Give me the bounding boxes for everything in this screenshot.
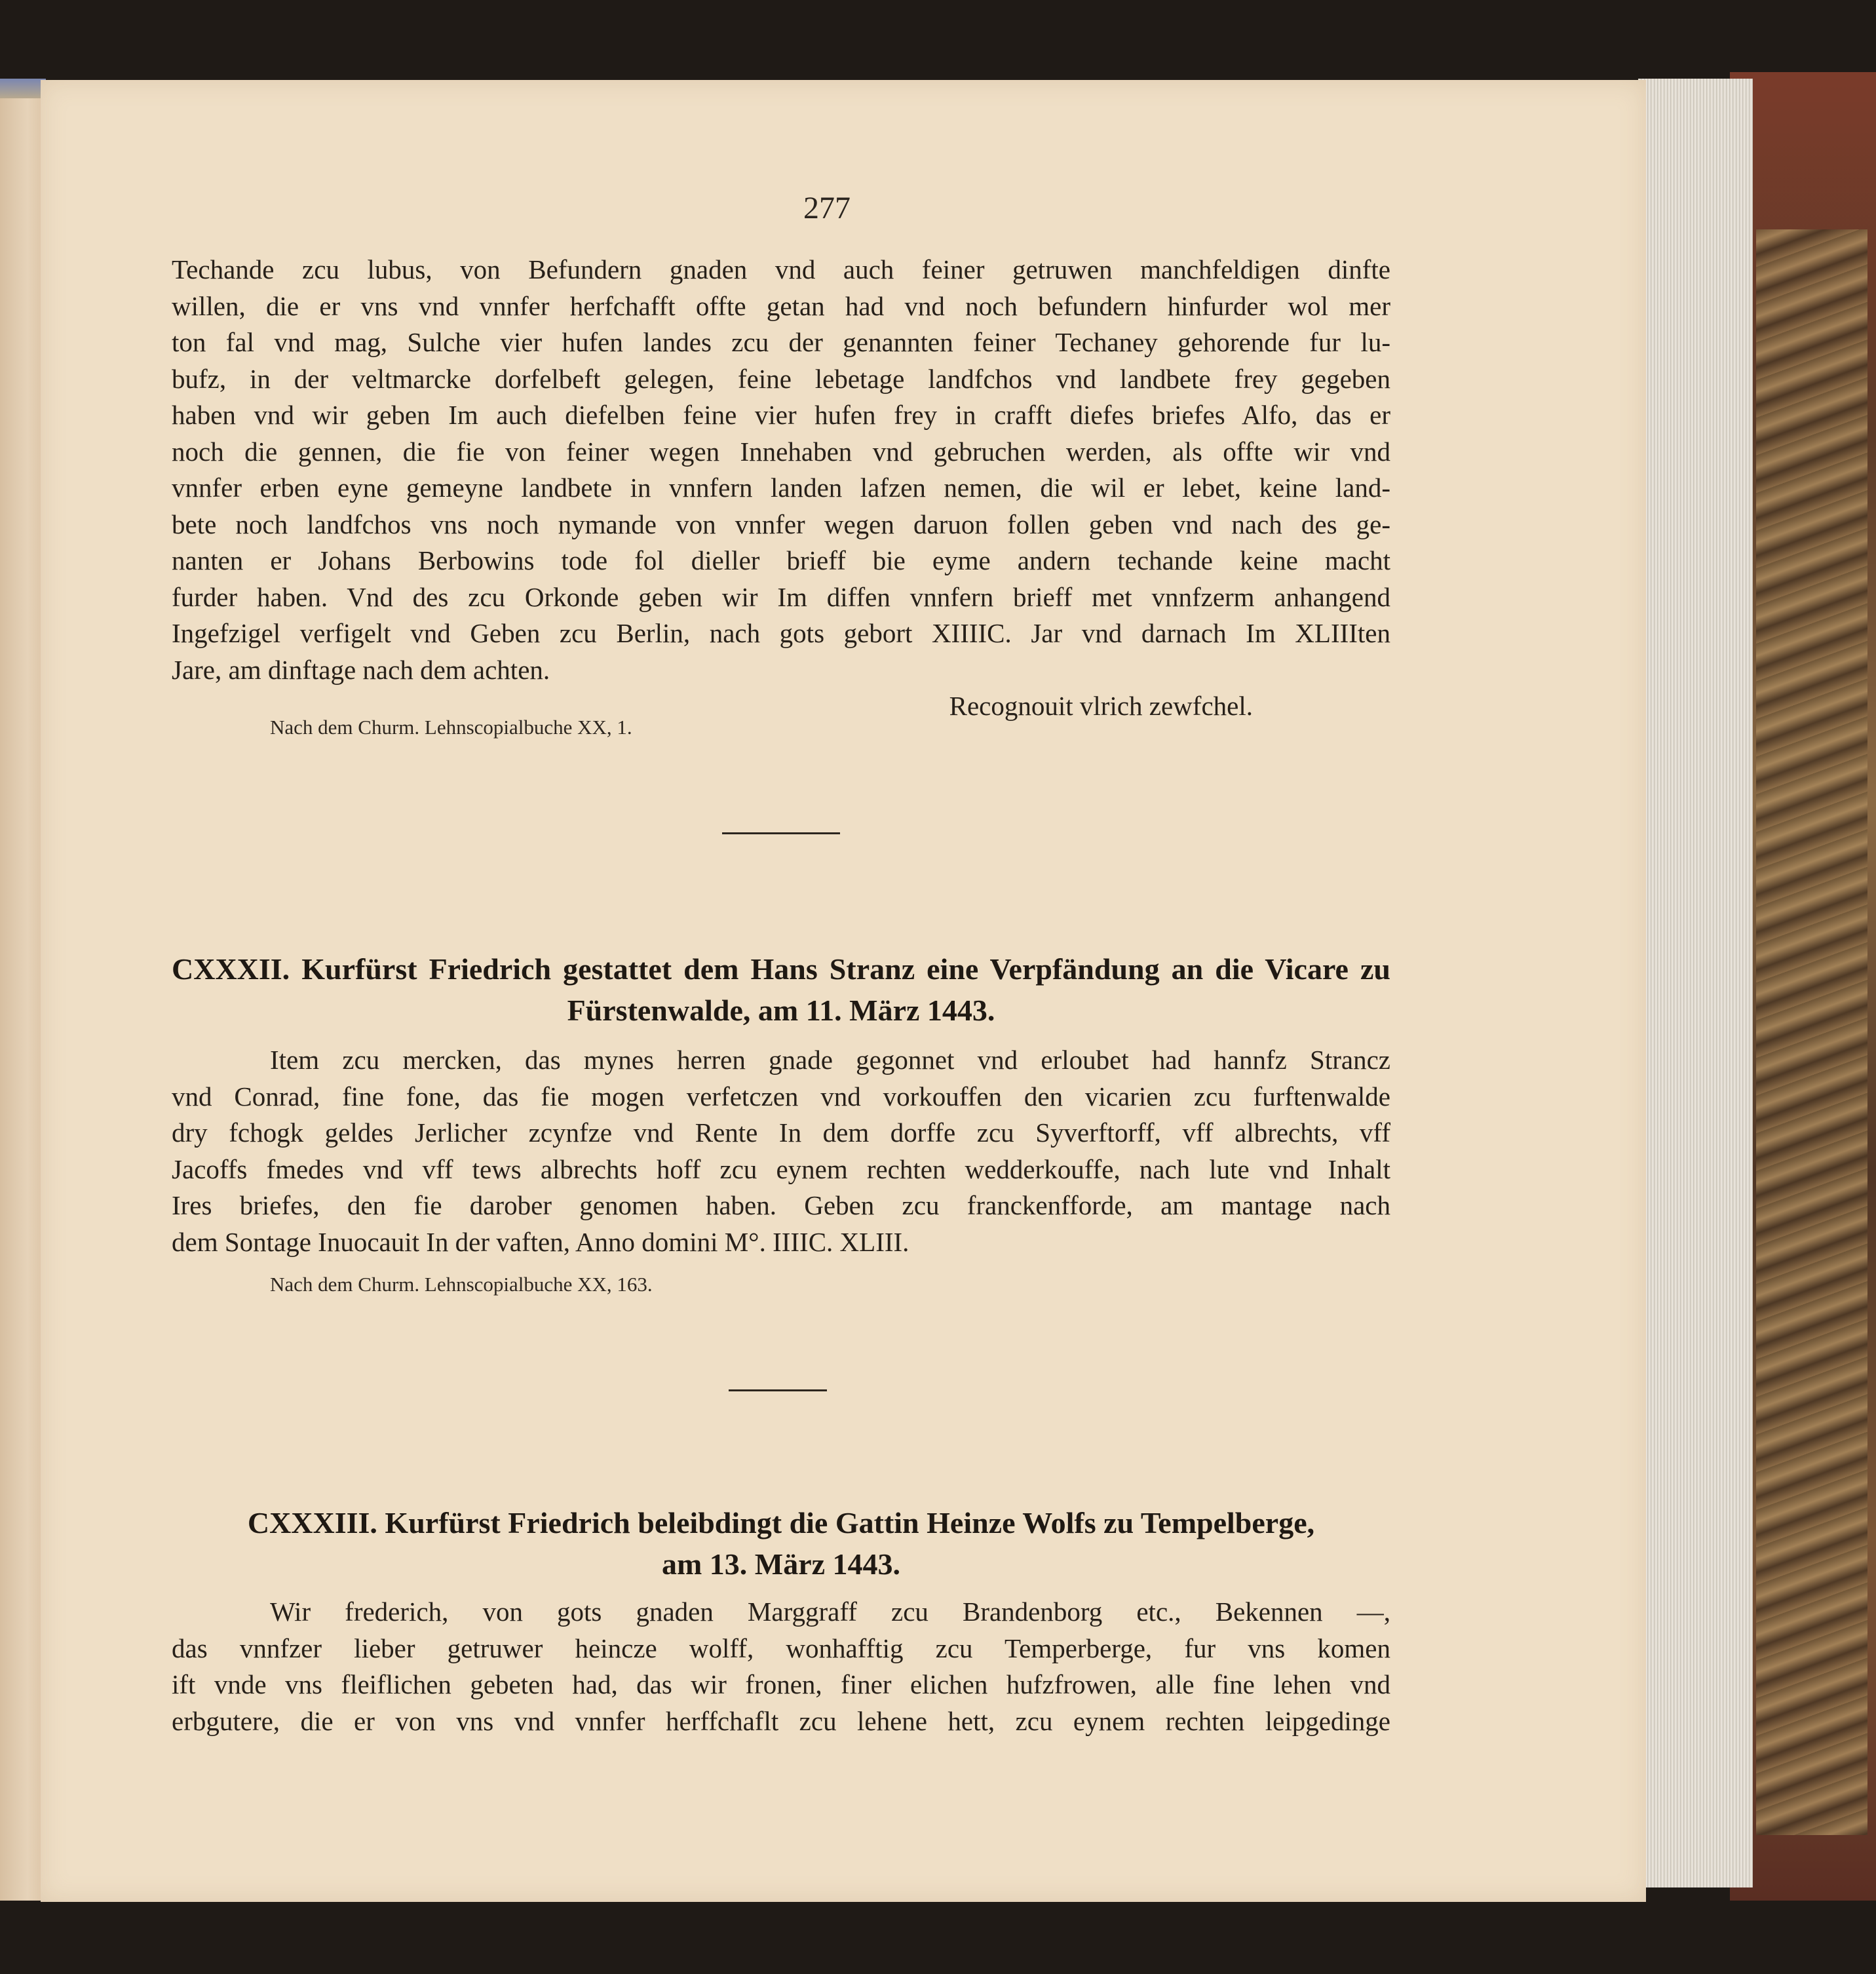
text-line: noch die gennen, die fie von feiner wegen Innehaben vnd gebruchen werden, als offte wir vnd (172, 436, 1390, 467)
text-line: nanten er Johans Berbowins tode fol dieller brieff bie eyme andern techande keine macht (172, 545, 1390, 575)
book-page (41, 80, 1646, 1902)
text-line: ift vnde vns fleiflichen gebeten had, das wir fronen, finer elichen hufzfrowen, alle fine lehen vnd (172, 1669, 1390, 1699)
document-text-1 (172, 252, 1390, 725)
page-number: 277 (803, 191, 851, 225)
text-line: bufz, in der veltmarcke dorfelbeft gelegen, feine lebetage landfchos vnd landbete frey gegeben (172, 363, 1390, 394)
separator-rule (722, 832, 840, 834)
text-line: vnnfer erben eyne gemeyne landbete in vnnfern landen lafzen nemen, die wil er lebet, keine land- (172, 473, 1390, 503)
text-line: erbgutere, die er von vns vnd vnnfer herffchaflt zcu lehene hett, zcu eynem rechten leipgedinge (172, 1705, 1390, 1736)
text-line: furder haben. Vnd des zcu Orkonde geben wir Im diffen vnnfern brieff met vnnfzerm anhangend (172, 581, 1390, 612)
text-line: Jacoffs fmedes vnd vff tews albrechts hoff zcu eynem rechten wedderkouffe, nach lute vnd Inhalt (172, 1153, 1390, 1184)
heading-line: CXXXIII. Kurfürst Friedrich beleibdingt die Gattin Heinze Wolfs zu Tempelberge, (247, 1506, 1315, 1539)
signature: Recognouit vlrich zewfchel. (949, 691, 1253, 721)
text-line: bete noch landfchos vns noch nymande von vnnfer wegen daruon follen geben vnd nach des ge- (172, 509, 1390, 539)
text-line: das vnnfzer lieber getruwer heincze wolff, wonhafftig zcu Temperberge, fur vns komen (172, 1633, 1390, 1663)
text-line: Ires briefes, den fie darober genomen haben. Geben zcu franckenfforde, am mantage nach (172, 1190, 1390, 1220)
text-line: dry fchogk geldes Jerlicher zcynfze vnd Rente In dem dorffe zcu Syverftorff, vff albrechts, vff (172, 1117, 1390, 1148)
page-stack-edge (1638, 79, 1753, 1887)
document-text-3 (172, 1594, 1390, 1739)
heading-line: Fürstenwalde, am 11. März 1443. (567, 994, 995, 1027)
text-line: haben vnd wir geben Im auch diefelben feine vier hufen frey in crafft diefes briefes Alfo, das er (172, 400, 1390, 430)
marbled-cover (1756, 229, 1867, 1835)
document-text-2 (172, 1042, 1390, 1260)
left-page-edge (0, 79, 46, 1901)
source-note: Nach dem Churm. Lehnscopialbuche XX, 1. (270, 716, 632, 739)
document-heading (172, 1502, 1390, 1585)
text-line: dem Sontage Inuocauit In der vaften, Anno domini M°. IIIIC. XLIII. (172, 1226, 909, 1257)
text-line: ton fal vnd mag, Sulche vier hufen landes zcu der genannten feiner Techaney gehorende fur lu- (172, 327, 1390, 357)
text-line: Jare, am dinftage nach dem achten. (172, 654, 550, 685)
source-note: Nach dem Churm. Lehnscopialbuche XX, 163. (270, 1273, 653, 1296)
document-heading (172, 948, 1390, 1031)
text-line: Item zcu mercken, das mynes herren gnade gegonnet vnd erloubet had hannfz Strancz (270, 1045, 1390, 1075)
text-line: willen, die er vns vnd vnnfer herfchafft offte getan had vnd noch befundern hinfurder wol mer (172, 290, 1390, 321)
text-line: Ingefzigel verfigelt vnd Geben zcu Berlin, nach gots gebort XIIIIC. Jar vnd darnach Im XLIIIten (172, 618, 1390, 648)
text-line: Wir frederich, von gots gnaden Marggraff zcu Brandenborg etc., Bekennen —, (270, 1597, 1390, 1627)
text-line: vnd Conrad, fine fone, das fie mogen verfetczen vnd vorkouffen den vicarien zcu furftenwalde (172, 1081, 1390, 1112)
separator-rule (729, 1389, 827, 1391)
binding-band (0, 79, 46, 98)
text-line: Techande zcu lubus, von Befundern gnaden vnd auch feiner getruwen manchfeldigen dinfte (172, 254, 1390, 284)
heading-line: am 13. März 1443. (661, 1547, 901, 1581)
heading-line: CXXXII. Kurfürst Friedrich gestattet dem Hans Stranz eine Verpfändung an die Vicare zu (172, 952, 1390, 986)
